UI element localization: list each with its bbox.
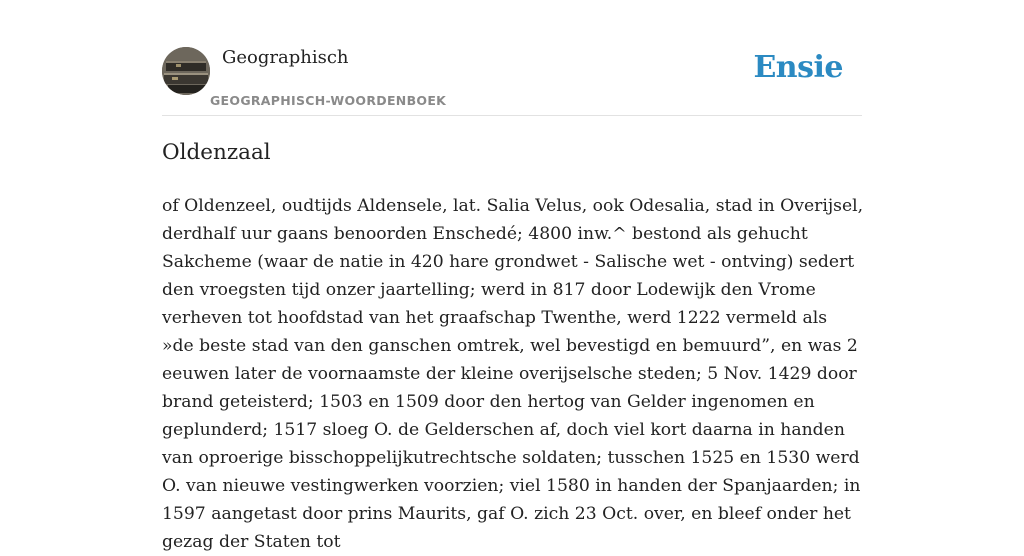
article-title: Oldenzaal <box>162 140 271 165</box>
article-body: of Oldenzeel, oudtijds Aldensele, lat. Salia Velus, ook Odesalia, stad in Overijsel, derdhalf uur gaans benoorden Enschedé; 4800 inw.^ bestond als gehucht Sakcheme (waar de natie in 420 hare grondwet - Salische wet - ontving) sedert den vroegsten tijd onzer jaartelling; werd in 817 door Lodewijk den Vrome verheven tot hoofdstad van het graafschap Twenthe, werd 1222 vermeld als »de beste stad van den ganschen omtrek, wel bevestigd en bemuurd”, en was 2 eeuwen later de voornaamste der kleine overijselsche steden; 5 Nov. 1429 door brand geteisterd; 1503 en 1509 door den hertog van Gelder ingenomen en geplunderd; 1517 sloeg O. de Gelderschen af, doch viel kort daarna in handen van oproerige bisschoppelijkutrechtsche soldaten; tusschen 1525 en 1530 werd O. van nieuwe vestingwerken voorzien; viel 1580 in handen der Spanjaarden; in 1597 aangetast door prins Maurits, gaf O. zich 23 Oct. over, en bleef onder het gezag der Staten tot <box>162 196 864 552</box>
brand-logo[interactable]: Ensie <box>753 50 843 85</box>
source-avatar[interactable] <box>162 47 210 95</box>
header-divider <box>162 115 862 116</box>
source-name[interactable]: Geographisch <box>222 47 349 68</box>
books-image <box>162 47 210 95</box>
article-page <box>162 0 864 552</box>
source-slug[interactable]: GEOGRAPHISCH-WOORDENBOEK <box>210 93 447 108</box>
